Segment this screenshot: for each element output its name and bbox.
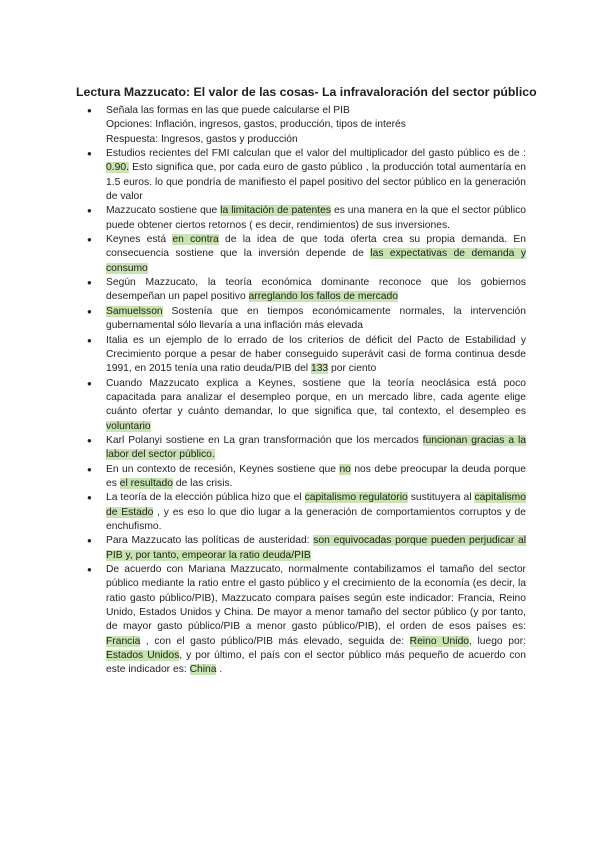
- list-item-samuelsson: [86, 305, 526, 334]
- item-text: Para Mazzucato las políticas de austeridad:: [106, 535, 314, 547]
- item-text: En un contexto de recesión, Keynes sostiene que: [106, 463, 340, 475]
- item-text: nos debe preocupar la deuda porque es: [106, 463, 526, 489]
- item-text: es una manera en la que el sector público puede obtener ciertos retornos ( es decir, rendimientos) de sus inversiones.: [106, 205, 526, 231]
- item-options: Opciones: Inflación, ingresos, gastos, producción, tipos de interés: [106, 119, 406, 131]
- highlighted-answer: Reino Unido: [409, 635, 470, 647]
- list-item-fmi-multiplier: [86, 147, 526, 204]
- highlighted-answer: China: [189, 664, 217, 676]
- highlighted-answer: las expectativas de demanda y consumo: [106, 248, 526, 274]
- item-text: sustituyera al: [407, 492, 475, 504]
- item-text: De acuerdo con Mariana Mazzucato, normalmente contabilizamos el tamaño del sector público mediante la ratio entre el gasto público y el crecimiento de la economía (es decir, la ratio gasto público/PIB), Mazzucato compara países según este indicador: Francia, Reino Unido, Estados Unidos y China. De mayor a menor tamaño del sector público (y por tanto, de mayor gasto público/PIB a menor gasto público/PIB), el orden de esos países es:: [106, 564, 526, 633]
- item-text: Esto significa que, por cada euro de gasto público , la producción total aumentaría en 1.5 euros. lo que pondría de manifiesto el papel positivo del sector público en la generación de valor: [106, 162, 526, 203]
- item-text: Mazzucato sostiene que: [106, 205, 221, 217]
- highlighted-answer: capitalismo de Estado: [106, 492, 526, 518]
- item-text: por ciento: [328, 363, 377, 375]
- item-text: Sostenía que en tiempos económicamente normales, la intervención gubernamental sólo llevaría a una inflación más elevada: [106, 305, 526, 332]
- list-item-public-sector-size: [86, 563, 526, 678]
- highlighted-answer: voluntario: [106, 420, 151, 432]
- item-text: Según Mazzucato, la teoría económica dominante reconoce que los gobiernos desempeñan un papel positivo: [106, 277, 526, 303]
- highlighted-answer: en contra: [172, 234, 219, 246]
- list-item-recession-debt: [86, 463, 526, 492]
- item-text: Señala las formas en las que puede calcularse el PIB: [106, 105, 350, 116]
- highlighted-answer: la limitación de patentes: [220, 205, 331, 217]
- list-item-polanyi: [86, 434, 526, 463]
- item-text: de la idea de que toda oferta crea su propia demanda. En consecuencia sostiene que la inversión depende de: [106, 234, 526, 260]
- item-text: Italia es un ejemplo de lo errado de los criterios de déficit del Pacto de Estabilidad y Crecimiento porque a pesar de haber conseguido superávit casi de forma continua desde 1991, en 2015 tenía una ratio deuda/PIB del: [106, 334, 526, 375]
- item-text: Karl Polanyi sostiene en La gran transformación que los mercados: [106, 434, 423, 446]
- highlighted-answer: funcionan gracias a la labor del sector público.: [106, 434, 526, 461]
- highlighted-answer: no: [339, 463, 351, 475]
- item-text: Keynes está: [106, 234, 173, 246]
- question-list: [86, 104, 526, 678]
- item-answer: Respuesta: Ingresos, gastos y producción: [106, 133, 298, 145]
- list-item-austerity: [86, 534, 526, 563]
- list-item-market-failures: [86, 276, 526, 305]
- item-text: Estudios recientes del FMI calculan que el valor del multiplicador del gasto público es de :: [106, 148, 526, 160]
- item-text: Cuando Mazzucato explica a Keynes, sostiene que la teoría neoclásica está poco capacitada para analizar el desempleo porque, en un mercado libre, cada agente elige cuánto ofertar y cuánto demandar, lo que significa que, tal contexto, el desempleo es: [106, 377, 526, 418]
- highlighted-answer: Francia: [106, 635, 141, 647]
- highlighted-answer: Samuelsson: [106, 305, 163, 317]
- item-text: La teoría de la elección pública hizo que el: [106, 492, 305, 504]
- item-text: de las crisis.: [172, 477, 233, 489]
- list-item-patents: [86, 204, 526, 233]
- list-item-keynes-demand: [86, 233, 526, 276]
- highlighted-answer: Estados Unidos: [106, 650, 180, 662]
- list-item-unemployment: [86, 377, 526, 434]
- highlighted-answer: el resultado: [119, 477, 173, 489]
- page-title: Lectura Mazzucato: El valor de las cosas- La infravaloración del sector público: [76, 85, 537, 99]
- list-item-italia: [86, 334, 526, 377]
- highlighted-answer: son equivocadas porque pueden perjudicar al PIB y, por tanto, empeorar la ratio deuda/PIB: [106, 535, 526, 561]
- item-text: , luego por:: [469, 635, 526, 647]
- highlighted-answer: 133: [310, 363, 329, 375]
- item-text: , y es eso lo que dio lugar a la generación de comportamientos corruptos y de enchufismo.: [106, 506, 526, 532]
- item-text: .: [216, 664, 223, 676]
- highlighted-answer: 0.90.: [106, 162, 129, 174]
- highlighted-answer: capitalismo regulatorio: [304, 492, 408, 504]
- list-item-pib-forms: [86, 104, 526, 147]
- highlighted-answer: arreglando los fallos de mercado: [248, 291, 398, 303]
- item-text: , y por último, el país con el sector público más pequeño de acuerdo con este indicador es:: [106, 650, 526, 676]
- list-item-public-choice: [86, 491, 526, 534]
- item-text: , con el gasto público/PIB más elevado, seguida de:: [140, 635, 410, 647]
